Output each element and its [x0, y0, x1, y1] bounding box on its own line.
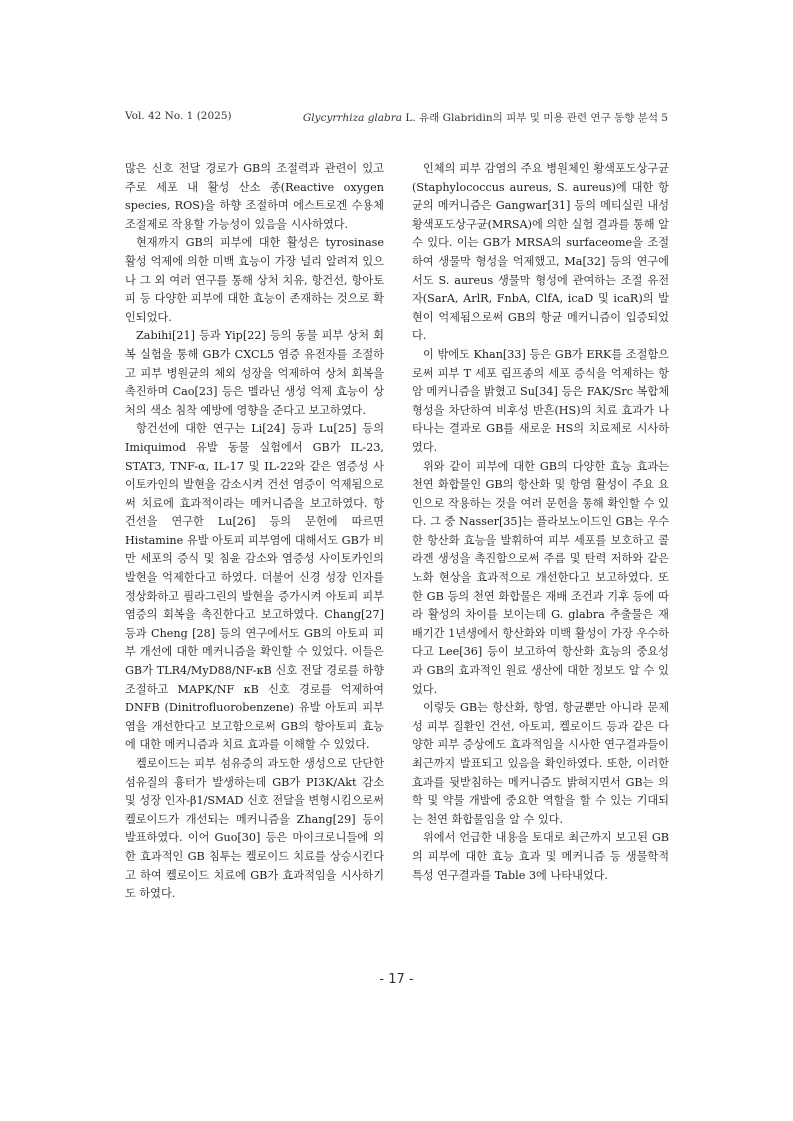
paragraph: 위와 같이 피부에 대한 GB의 다양한 효능 효과는 천연 화합물인 GB의 항산화 및 항염 활성이 주요 요인으로 작용하는 것을 여러 문헌을 통해 확인할 수 있다. 그 중 Nasser[35]는 플라보노이드인 GB는 우수한 항산화 효능을 발휘하여 피부 세포를 보호하고 콜라겐 생성을 촉진함으로써 주름 및 탄력 저하와 같은 노화 현상을 효과적으로 개선한다고 보고하였다. 또한 GB 등의 천연 화합물은 재배 조건과 기후 등에 따라 활성의 차이를 보이는데 G. glabra 추출물은 재배기간 1년생에서 항산화와 미백 활성이 가장 우수하다고 Lee[36] 등이 보고하여 항산화 효능의 중요성과 GB의 효과적인 원료 생산에 대한 정보도 알 수 있었다.	[412, 459, 669, 696]
species-name: Glycyrrhiza glabra	[302, 112, 403, 124]
paragraph: 켈로이드는 피부 섬유증의 과도한 생성으로 단단한 섬유질의 흉터가 발생하는데 GB가 PI3K/Akt 감소 및 성장 인자-β1/SMAD 신호 전달을 변형시킴으로써 켈로이드가 개선되는 메커니즘을 Zhang[29] 등이 발표하였다. 이어 Guo[30] 등은 마이크로니들에 의한 효과적인 GB 침투는 켈로이드 치료를 상승시킨다고 하여 켈로이드 치료에 GB가 효과적임을 시사하기도 하였다.	[125, 757, 384, 901]
page-number: - 17 -	[379, 972, 414, 987]
volume-info: Vol. 42 No. 1 (2025)	[125, 110, 232, 122]
paragraph: Zabihi[21] 등과 Yip[22] 등의 동물 피부 상처 회복 실험을 통해 GB가 CXCL5 염증 유전자를 조절하고 피부 병원균의 체외 성장을 억제하여 상처 회복을 촉진하며 Cao[23] 등은 멜라닌 생성 억제 효능이 상처의 색소 침착 예방에 영향을 준다고 보고하였다.	[125, 329, 384, 417]
left-column	[125, 160, 384, 904]
right-column	[412, 160, 669, 885]
paragraph: 이 밖에도 Khan[33] 등은 GB가 ERK를 조절함으로써 피부 T 세포 림프종의 세포 증식을 억제하는 항암 메커니즘을 밝혔고 Su[34] 등은 FAK/Src 복합체 형성을 차단하여 비후성 반흔(HS)의 치료 효과가 나타나는 결과로 GB를 새로운 HS의 치료제로 시사하였다.	[412, 347, 669, 454]
paragraph: 현재까지 GB의 피부에 대한 활성은 tyrosinase 활성 억제에 의한 미백 효능이 가장 널리 알려져 있으나 그 외 여러 연구를 통해 상처 치유, 항건선, 항아토피 등 다양한 피부에 대한 효능이 존재하는 것으로 확인되었다.	[125, 236, 384, 324]
running-title	[303, 110, 668, 125]
paragraph: 위에서 언급한 내용을 토대로 최근까지 보고된 GB의 피부에 대한 효능 효과 및 메커니즘 등 생물학적 특성 연구결과를 Table 3에 나타내었다.	[412, 831, 669, 882]
paragraph: 이렇듯 GB는 항산화, 항염, 항균뿐만 아니라 문제성 피부 질환인 건선, 아토피, 켈로이드 등과 같은 다양한 피부 증상에도 효과적임을 시사한 연구결과들이 최근까지 발표되고 있음을 확인하였다. 또한, 이러한 효과를 뒷받침하는 메커니즘도 밝혀지면서 GB는 의학 및 약물 개발에 중요한 역할을 할 수 있는 기대되는 천연 화합물임을 알 수 있다.	[412, 701, 669, 826]
running-title-rest: L. 유래 Glabridin의 피부 및 미용 관련 연구 동향 분석 5	[402, 112, 668, 124]
paragraph: 많은 신호 전달 경로가 GB의 조절력과 관련이 있고 주로 세포 내 활성 산소 종(Reactive oxygen species, ROS)을 하향 조절하며 에스트로겐 수용체 조절제로 작용할 가능성이 있음을 시사하였다.	[125, 162, 384, 231]
paragraph: 인체의 피부 감염의 주요 병원체인 황색포도상구균(Staphylococcus aureus, S. aureus)에 대한 항균의 메커니즘은 Gangwar[31] 등의 메티실린 내성 황색포도상구균(MRSA)에 의한 실험 결과를 통해 알 수 있다. 이는 GB가 MRSA의 surfaceome을 조절하여 생물막 형성을 억제했고, Ma[32] 등의 연구에서도 S. aureus 생물막 형성에 관여하는 조절 유전자(SarA, ArlR, FnbA, ClfA, icaD 및 icaR)의 발현이 억제됨으로써 GB의 항균 메커니즘이 입증되었다.	[412, 162, 669, 343]
paragraph: 항건선에 대한 연구는 Li[24] 등과 Lu[25] 등의 Imiquimod 유발 동물 실험에서 GB가 IL-23, STAT3, TNF-α, IL-17 및 IL-22와 같은 염증성 사이토카인의 발현을 감소시켜 건선 염증이 억제됨으로써 치료에 효과적이라는 메커니즘을 보고하였다. 항건선을 연구한 Lu[26] 등의 문헌에 따르면 Histamine 유발 아토피 피부염에 대해서도 GB가 비만 세포의 증식 및 침윤 감소와 염증성 사이토카인의 발현을 억제한다고 하였다. 더불어 신경 성장 인자를 정상화하고 필라그린의 발현을 증가시켜 아토피 피부 염증의 회복을 촉진한다고 보고하였다. Chang[27] 등과 Cheng [28] 등의 연구에서도 GB의 아토피 피부 개선에 대한 메커니즘을 확인할 수 있었다. 이들은 GB가 TLR4/MyD88/NF-κB 신호 전달 경로를 하향 조절하고 MAPK/NF κB 신호 경로를 억제하여 DNFB (Dinitrofluorobenzene) 유발 아토피 피부염을 개선한다고 보고함으로써 GB의 항아토피 효능에 대한 메커니즘과 치료 효과를 이해할 수 있었다.	[125, 422, 384, 752]
running-header	[125, 110, 668, 126]
